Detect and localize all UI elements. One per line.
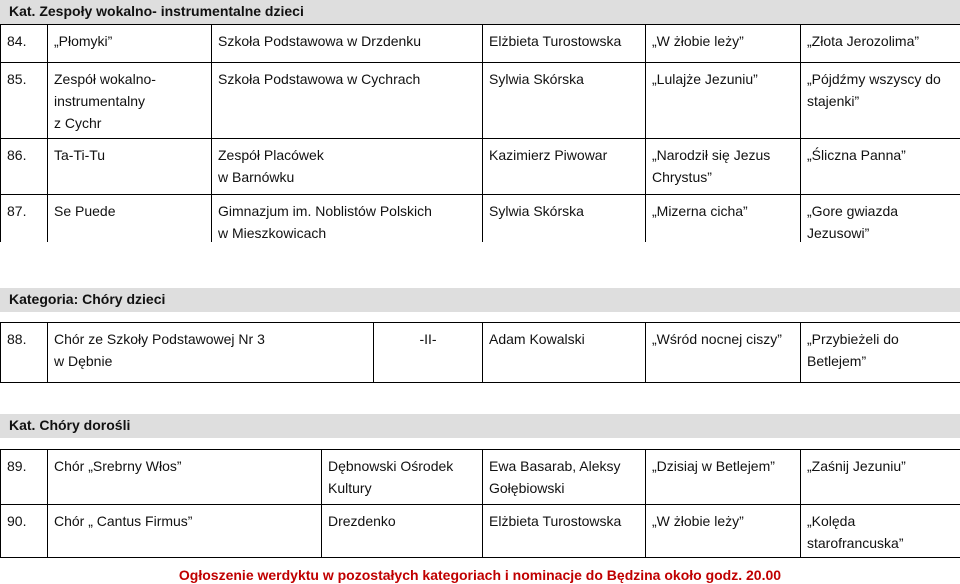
table-row <box>1 450 960 505</box>
song-second-text: starofrancuska” <box>807 535 904 551</box>
entry-number-cell <box>1 195 48 245</box>
section-header-vocal-instrumental: Kat. Zespoły wokalno- instrumentalne dzieci <box>0 0 960 24</box>
song-second-cell <box>801 505 960 558</box>
entry-number-text: 90. <box>7 513 27 529</box>
institution-text: w Mieszkowicach <box>218 225 327 241</box>
song-second-text: „Pójdźmy wszyscy do <box>807 71 941 87</box>
institution-cell <box>212 195 483 245</box>
institution-cell <box>322 450 483 505</box>
conductor-text: Ewa Basarab, Aleksy <box>489 458 621 474</box>
ensemble-name-cell <box>48 139 212 195</box>
conductor-text: Sylwia Skórska <box>489 203 584 219</box>
song-second-text: „Kolęda <box>807 513 856 529</box>
song-second-text: Betlejem” <box>807 353 867 369</box>
song-second-cell <box>801 450 960 505</box>
conductor-cell <box>483 139 646 195</box>
conductor-cell <box>483 450 646 505</box>
song-first-text: „Wśród nocnej ciszy” <box>652 331 782 347</box>
institution-cell <box>322 505 483 558</box>
song-second-cell <box>801 25 960 63</box>
institution-cell <box>212 63 483 139</box>
table-children-choirs <box>0 322 960 383</box>
song-first-text: „Dzisiaj w Betlejem” <box>652 458 775 474</box>
table-row <box>1 323 960 383</box>
song-first-text: „Mizerna cicha” <box>652 203 748 219</box>
section-header-adult-choirs: Kat. Chóry dorośli <box>0 414 960 438</box>
entry-number-cell <box>1 63 48 139</box>
institution-text: Szkoła Podstawowa w Cychrach <box>218 71 421 87</box>
institution-text: Drezdenko <box>328 513 396 529</box>
song-second-text: Jezusowi” <box>807 225 870 241</box>
song-second-cell <box>801 323 960 383</box>
song-second-text: „Przybieżeli do <box>807 331 899 347</box>
ensemble-name-text: Chór „ Cantus Firmus” <box>54 513 193 529</box>
entry-number-text: 88. <box>7 331 27 347</box>
ensemble-name-cell <box>48 195 212 245</box>
entry-number-text: 85. <box>7 71 27 87</box>
entry-number-cell <box>1 323 48 383</box>
ensemble-name-text: w Dębnie <box>54 353 113 369</box>
table-row <box>1 139 960 195</box>
conductor-cell <box>483 25 646 63</box>
song-first-text: Chrystus” <box>652 169 712 185</box>
song-second-text: „Złota Jerozolima” <box>807 33 920 49</box>
entry-number-text: 84. <box>7 33 27 49</box>
table-adult-choirs <box>0 449 960 558</box>
song-first-cell <box>646 139 801 195</box>
entry-number-cell <box>1 25 48 63</box>
song-first-cell <box>646 450 801 505</box>
conductor-text: Adam Kowalski <box>489 331 585 347</box>
entry-number-cell <box>1 505 48 558</box>
ensemble-name-text: Zespół wokalno- <box>54 71 156 87</box>
table-row <box>1 195 960 245</box>
ensemble-name-text: Ta-Ti-Tu <box>54 147 106 163</box>
institution-text: w Barnówku <box>218 169 295 185</box>
conductor-cell <box>483 195 646 245</box>
table-row <box>1 63 960 139</box>
institution-text: Gimnazjum im. Noblistów Polskich <box>218 203 432 219</box>
song-second-text: „Śliczna Panna” <box>807 147 906 163</box>
institution-cell <box>212 25 483 63</box>
institution-text: -II- <box>419 331 437 347</box>
table-row <box>1 25 960 63</box>
conductor-cell <box>483 63 646 139</box>
conductor-text: Elżbieta Turostowska <box>489 33 622 49</box>
institution-text: Zespół Placówek <box>218 147 324 163</box>
song-first-text: „Lulajże Jezuniu” <box>652 71 758 87</box>
ensemble-name-cell <box>48 323 374 383</box>
song-second-text: „Gore gwiazda <box>807 203 899 219</box>
conductor-text: Elżbieta Turostowska <box>489 513 622 529</box>
entry-number-text: 89. <box>7 458 27 474</box>
ensemble-name-cell <box>48 25 212 63</box>
song-first-text: „W żłobie leży” <box>652 513 744 529</box>
conductor-cell <box>483 505 646 558</box>
institution-cell <box>374 323 483 383</box>
song-first-cell <box>646 195 801 245</box>
song-second-cell <box>801 139 960 195</box>
entry-number-text: 87. <box>7 203 27 219</box>
ensemble-name-text: instrumentalny <box>54 93 146 109</box>
section-header-children-choirs: Kategoria: Chóry dzieci <box>0 288 960 312</box>
ensemble-name-text: Se Puede <box>54 203 116 219</box>
entry-number-cell <box>1 139 48 195</box>
conductor-text: Gołębiowski <box>489 480 565 496</box>
ensemble-name-text: Chór ze Szkoły Podstawowej Nr 3 <box>54 331 265 347</box>
ensemble-name-cell <box>48 450 322 505</box>
entry-number-text: 86. <box>7 147 27 163</box>
conductor-cell <box>483 323 646 383</box>
entry-number-cell <box>1 450 48 505</box>
song-first-cell <box>646 63 801 139</box>
ensemble-name-text: Chór „Srebrny Włos” <box>54 458 182 474</box>
ensemble-name-cell <box>48 505 322 558</box>
conductor-text: Kazimierz Piwowar <box>489 147 608 163</box>
song-first-cell <box>646 25 801 63</box>
institution-cell <box>212 139 483 195</box>
ensemble-name-text: „Płomyki” <box>54 33 113 49</box>
institution-text: Kultury <box>328 480 372 496</box>
song-second-cell <box>801 63 960 139</box>
institution-text: Szkoła Podstawowa w Drzdenku <box>218 33 422 49</box>
ensemble-name-cell <box>48 63 212 139</box>
song-second-cell <box>801 195 960 245</box>
song-first-text: „W żłobie leży” <box>652 33 744 49</box>
institution-text: Dębnowski Ośrodek <box>328 458 454 474</box>
ensemble-name-text: z Cychr <box>54 115 102 131</box>
table-row <box>1 505 960 558</box>
song-first-text: „Narodził się Jezus <box>652 147 771 163</box>
table-vocal-instrumental <box>0 24 960 245</box>
song-second-text: stajenki” <box>807 93 860 109</box>
song-first-cell <box>646 323 801 383</box>
conductor-text: Sylwia Skórska <box>489 71 584 87</box>
song-first-cell <box>646 505 801 558</box>
song-second-text: „Zaśnij Jezuniu” <box>807 458 906 474</box>
verdict-announcement: Ogłoszenie werdyktu w pozostałych kategoriach i nominacje do Będzina około godz. 20.00 <box>178 567 782 583</box>
